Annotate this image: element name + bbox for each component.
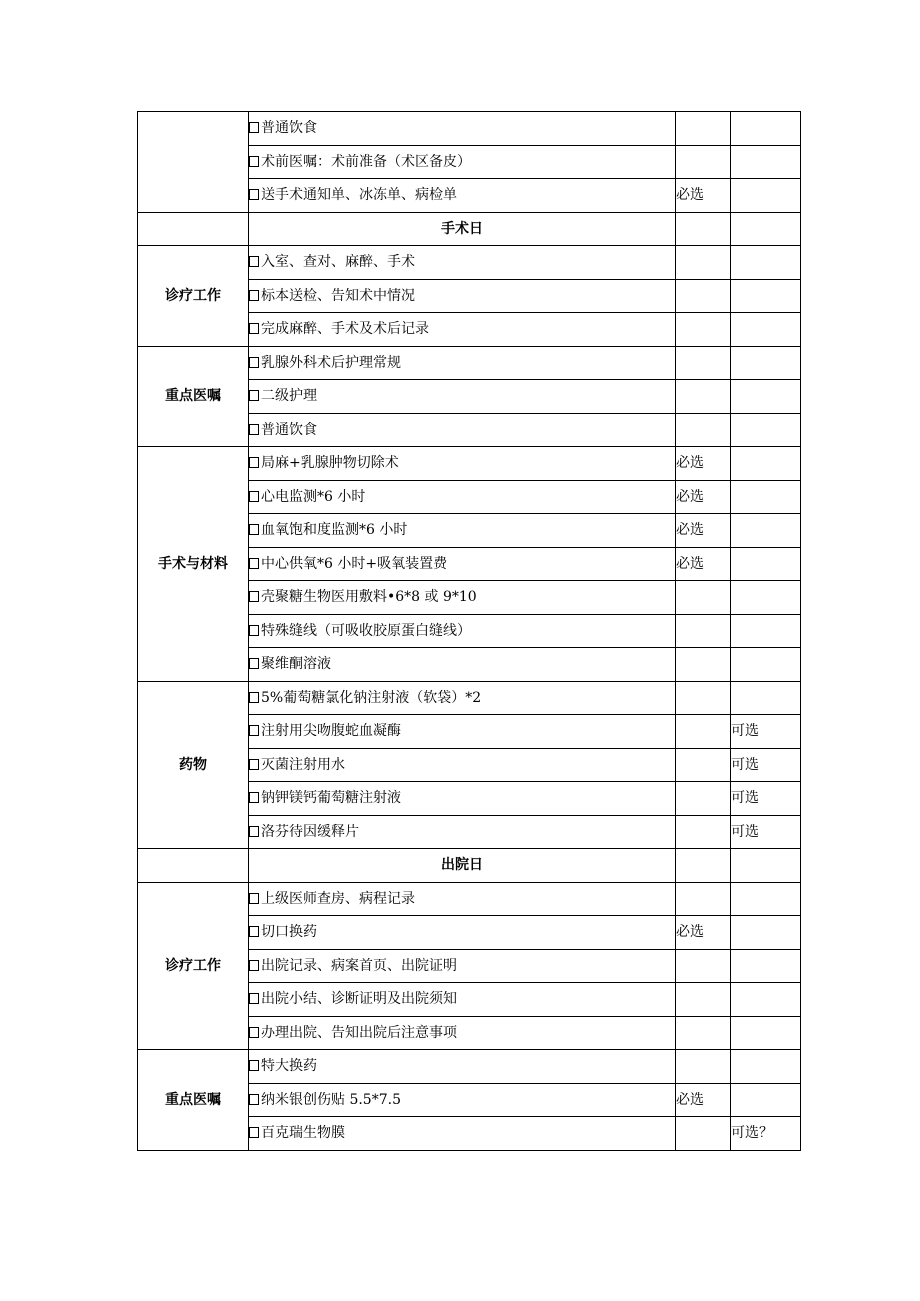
checkbox[interactable]: [249, 826, 259, 837]
optional-cell: [731, 1050, 801, 1084]
category-cell: 手术与材料: [138, 447, 249, 682]
optional-cell: [731, 279, 801, 313]
item-label: 心电监测*6 小时: [261, 488, 366, 505]
category-cell: [138, 112, 249, 213]
optional-cell: [731, 1083, 801, 1117]
item-cell: [249, 514, 676, 548]
checkbox[interactable]: [249, 759, 259, 770]
optional-cell: 可选: [731, 748, 801, 782]
optional-cell: [731, 313, 801, 347]
item-cell: [249, 480, 676, 514]
item-label: 送手术通知单、冰冻单、病检单: [261, 187, 457, 204]
checkbox[interactable]: [249, 1027, 259, 1038]
optional-cell: 可选: [731, 782, 801, 816]
checkbox[interactable]: [249, 1060, 259, 1071]
optional-cell: [731, 547, 801, 581]
item-label: 普通饮食: [261, 421, 317, 438]
required-cell: [676, 1117, 731, 1151]
day-header-row: [138, 849, 801, 883]
checkbox[interactable]: [249, 692, 259, 703]
item-cell: [249, 380, 676, 414]
required-cell: [676, 815, 731, 849]
checkbox[interactable]: [249, 1094, 259, 1105]
checkbox[interactable]: [249, 993, 259, 1004]
required-cell: 必选: [676, 480, 731, 514]
optional-cell: [731, 246, 801, 280]
table-row: [138, 112, 801, 146]
table-row: [138, 882, 801, 916]
optional-cell: [731, 514, 801, 548]
item-cell: [249, 145, 676, 179]
item-cell: [249, 1117, 676, 1151]
item-label: 上级医师查房、病程记录: [261, 890, 415, 907]
required-cell: 必选: [676, 547, 731, 581]
optional-cell: [731, 882, 801, 916]
item-cell: [249, 279, 676, 313]
required-cell: [676, 581, 731, 615]
item-label: 办理出院、告知出院后注意事项: [261, 1024, 457, 1041]
optional-cell: [731, 983, 801, 1017]
item-label: 切口换药: [261, 924, 317, 941]
optional-cell: [731, 380, 801, 414]
item-cell: [249, 346, 676, 380]
required-cell: [676, 882, 731, 916]
item-label: 洛芬待因缓释片: [261, 823, 359, 840]
item-cell: [249, 815, 676, 849]
item-label: 百克瑞生物膜: [261, 1125, 345, 1142]
day-header: 出院日: [249, 849, 676, 883]
item-cell: [249, 715, 676, 749]
item-label: 中心供氧*6 小时+吸氧装置费: [261, 555, 448, 572]
empty-optional-cell: [731, 849, 801, 883]
checkbox[interactable]: [249, 457, 259, 468]
optional-cell: [731, 145, 801, 179]
item-cell: [249, 1050, 676, 1084]
item-label: 普通饮食: [261, 120, 317, 137]
item-label: 纳米银创伤贴 5.5*7.5: [261, 1091, 401, 1108]
empty-category-cell: [138, 212, 249, 246]
required-cell: [676, 112, 731, 146]
optional-cell: [731, 681, 801, 715]
checkbox[interactable]: [249, 926, 259, 937]
item-cell: [249, 681, 676, 715]
category-cell: 诊疗工作: [138, 246, 249, 347]
required-cell: [676, 614, 731, 648]
required-cell: [676, 380, 731, 414]
item-cell: [249, 112, 676, 146]
item-label: 局麻+乳腺肿物切除术: [261, 455, 399, 472]
checkbox[interactable]: [249, 357, 259, 368]
required-cell: [676, 313, 731, 347]
optional-cell: [731, 112, 801, 146]
checkbox[interactable]: [249, 524, 259, 535]
required-cell: [676, 715, 731, 749]
empty-category-cell: [138, 849, 249, 883]
item-cell: [249, 1016, 676, 1050]
checkbox[interactable]: [249, 256, 259, 267]
required-cell: 必选: [676, 514, 731, 548]
checkbox[interactable]: [249, 424, 259, 435]
item-cell: [249, 882, 676, 916]
empty-optional-cell: [731, 212, 801, 246]
checkbox[interactable]: [249, 189, 259, 200]
optional-cell: [731, 581, 801, 615]
item-cell: [249, 748, 676, 782]
required-cell: 必选: [676, 447, 731, 481]
checkbox[interactable]: [249, 122, 259, 133]
optional-cell: [731, 648, 801, 682]
category-cell: 重点医嘱: [138, 346, 249, 447]
item-label: 聚维酮溶液: [261, 656, 331, 673]
required-cell: [676, 748, 731, 782]
optional-cell: [731, 447, 801, 481]
item-label: 壳聚糖生物医用敷料•6*8 或 9*10: [261, 589, 477, 606]
item-cell: [249, 413, 676, 447]
checkbox[interactable]: [249, 390, 259, 401]
checkbox[interactable]: [249, 725, 259, 736]
item-cell: [249, 782, 676, 816]
required-cell: [676, 413, 731, 447]
optional-cell: [731, 480, 801, 514]
optional-cell: [731, 916, 801, 950]
clinical-pathway-table: [137, 111, 801, 1151]
optional-cell: [731, 413, 801, 447]
item-label: 术前医嘱：术前准备（术区备皮）: [261, 153, 471, 170]
optional-cell: [731, 346, 801, 380]
item-cell: [249, 581, 676, 615]
item-cell: [249, 949, 676, 983]
required-cell: 必选: [676, 179, 731, 213]
empty-required-cell: [676, 849, 731, 883]
required-cell: 必选: [676, 1083, 731, 1117]
item-cell: [249, 983, 676, 1017]
table-row: [138, 246, 801, 280]
checkbox[interactable]: [249, 323, 259, 334]
checkbox[interactable]: [249, 290, 259, 301]
item-label: 特殊缝线（可吸收胶原蛋白缝线）: [261, 622, 471, 639]
item-label: 出院小结、诊断证明及出院须知: [261, 991, 457, 1008]
item-cell: [249, 547, 676, 581]
item-label: 特大换药: [261, 1058, 317, 1075]
item-cell: [249, 179, 676, 213]
item-label: 标本送检、告知术中情况: [261, 287, 415, 304]
item-cell: [249, 648, 676, 682]
item-cell: [249, 447, 676, 481]
required-cell: [676, 1050, 731, 1084]
checkbox[interactable]: [249, 1127, 259, 1138]
empty-required-cell: [676, 212, 731, 246]
required-cell: [676, 949, 731, 983]
table-row: [138, 447, 801, 481]
item-cell: [249, 1083, 676, 1117]
table-row: [138, 1050, 801, 1084]
required-cell: [676, 983, 731, 1017]
required-cell: [676, 246, 731, 280]
checkbox[interactable]: [249, 558, 259, 569]
optional-cell: [731, 949, 801, 983]
category-cell: 药物: [138, 681, 249, 849]
required-cell: [676, 279, 731, 313]
item-label: 5%葡萄糖氯化钠注射液（软袋）*2: [261, 689, 482, 706]
item-label: 钠钾镁钙葡萄糖注射液: [261, 790, 401, 807]
category-cell: 诊疗工作: [138, 882, 249, 1050]
item-cell: [249, 614, 676, 648]
optional-cell: 可选？: [731, 1117, 801, 1151]
day-header: 手术日: [249, 212, 676, 246]
optional-cell: 可选: [731, 715, 801, 749]
checkbox[interactable]: [249, 625, 259, 636]
item-label: 灭菌注射用水: [261, 756, 345, 773]
item-label: 注射用尖吻腹蛇血凝酶: [261, 723, 401, 740]
item-cell: [249, 246, 676, 280]
required-cell: [676, 145, 731, 179]
table-row: [138, 681, 801, 715]
required-cell: [676, 782, 731, 816]
required-cell: [676, 346, 731, 380]
required-cell: [676, 681, 731, 715]
item-cell: [249, 313, 676, 347]
item-label: 完成麻醉、手术及术后记录: [261, 321, 429, 338]
checkbox[interactable]: [249, 591, 259, 602]
checkbox[interactable]: [249, 792, 259, 803]
checkbox[interactable]: [249, 893, 259, 904]
item-label: 乳腺外科术后护理常规: [261, 354, 401, 371]
item-cell: [249, 916, 676, 950]
checkbox[interactable]: [249, 658, 259, 669]
day-header-row: [138, 212, 801, 246]
optional-cell: [731, 179, 801, 213]
category-cell: 重点医嘱: [138, 1050, 249, 1151]
item-label: 二级护理: [261, 388, 317, 405]
pathway-table-body: [138, 112, 801, 1151]
required-cell: [676, 648, 731, 682]
optional-cell: [731, 1016, 801, 1050]
item-label: 血氧饱和度监测*6 小时: [261, 522, 408, 539]
required-cell: [676, 1016, 731, 1050]
checkbox[interactable]: [249, 960, 259, 971]
required-cell: 必选: [676, 916, 731, 950]
item-label: 入室、查对、麻醉、手术: [261, 254, 415, 271]
table-row: [138, 346, 801, 380]
optional-cell: [731, 614, 801, 648]
checkbox[interactable]: [249, 156, 259, 167]
item-label: 出院记录、病案首页、出院证明: [261, 957, 457, 974]
checkbox[interactable]: [249, 491, 259, 502]
optional-cell: 可选: [731, 815, 801, 849]
